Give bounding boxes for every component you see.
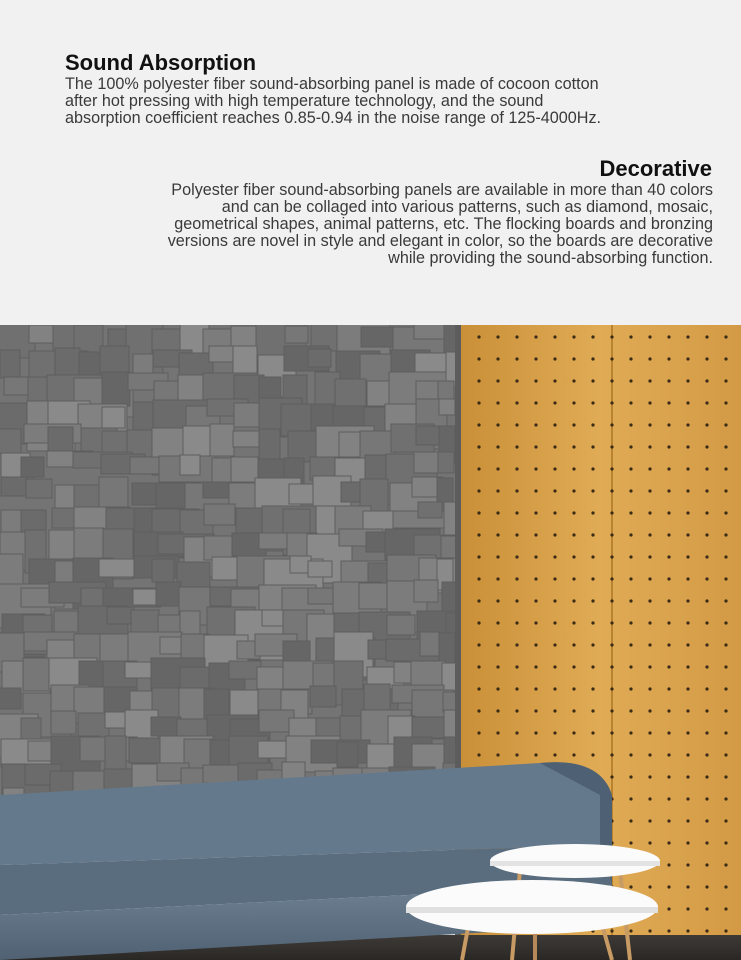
- sound-absorption-paragraph: [65, 76, 725, 127]
- decorative-heading: Decorative: [599, 156, 712, 181]
- paragraph-line: after hot pressing with high temperature technology, and the sound: [65, 92, 544, 110]
- decorative-paragraph: [33, 182, 713, 267]
- interior-scene-image: [0, 325, 741, 960]
- paragraph-line: Polyester fiber sound-absorbing panels are available in more than 40 colors: [171, 181, 713, 199]
- sound-absorption-heading: Sound Absorption: [65, 50, 257, 75]
- text-block: [0, 0, 741, 325]
- paragraph-line: while providing the sound-absorbing function.: [388, 249, 713, 267]
- paragraph-line: absorption coefficient reaches 0.85-0.94 in the noise range of 125-4000Hz.: [65, 109, 602, 127]
- paragraph-line: The 100% polyester fiber sound-absorbing panel is made of cocoon cotton: [65, 75, 599, 93]
- paragraph-line: versions are novel in style and elegant in color, so the boards are decorative: [167, 232, 713, 250]
- interior-photo: [0, 325, 741, 960]
- paragraph-line: and can be collaged into various patterns, such as diamond, mosaic,: [221, 198, 713, 216]
- paragraph-line: geometrical shapes, animal patterns, etc. The flocking boards and bronzing: [174, 215, 713, 233]
